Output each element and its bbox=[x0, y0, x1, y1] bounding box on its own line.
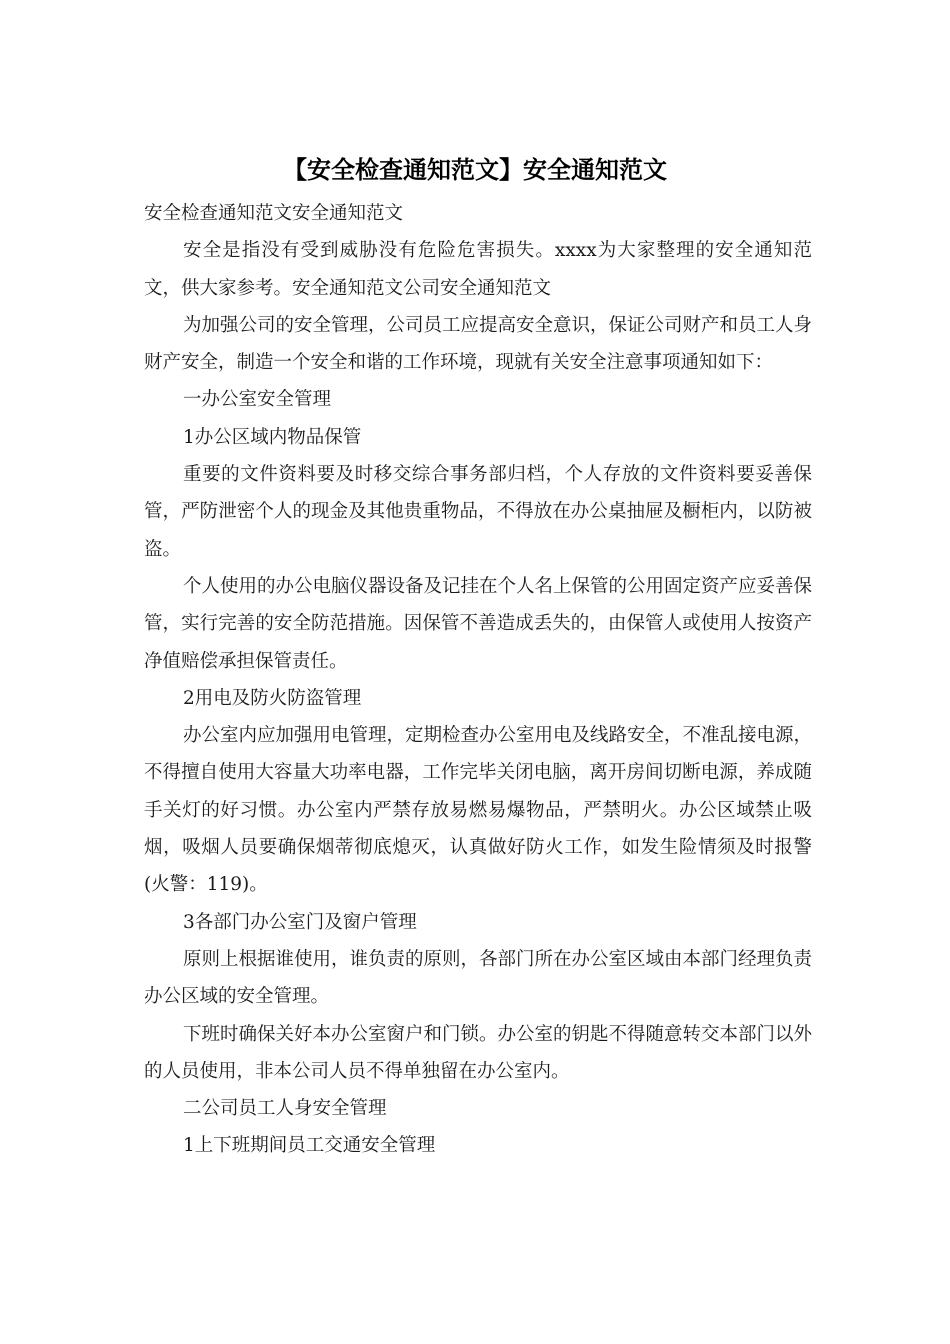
body-paragraph: 办公室内应加强用电管理，定期检查办公室用电及线路安全，不准乱接电源，不得擅自使用大容量大功率电器，工作完毕关闭电脑，离开房间切断电源，养成随手关灯的好习惯。办公室内严禁存放易燃易爆物品，严禁明火。办公区域禁止吸烟，吸烟人员要确保烟蒂彻底熄灭，认真做好防火工作，如发生险情须及时报警(火警：119)。 bbox=[144, 725, 813, 896]
document-body bbox=[144, 195, 812, 1165]
body-paragraph: 个人使用的办公电脑仪器设备及记挂在个人名上保管的公用固定资产应妥善保管，实行完善的安全防范措施。因保管不善造成丢失的，由保管人或使用人按资产净值赔偿承担保管责任。 bbox=[144, 575, 813, 672]
subsection-heading: 2用电及防火防盗管理 bbox=[183, 687, 362, 709]
section-heading: 一办公室安全管理 bbox=[183, 389, 332, 411]
subtitle-line: 安全检查通知范文安全通知范文 bbox=[144, 203, 404, 224]
intro-paragraph: 安全是指没有受到威胁没有危险危害损失。xxxx为大家整理的安全通知范文，供大家参考。安全通知范文公司安全通知范文 bbox=[144, 240, 812, 299]
body-paragraph: 下班时确保关好本办公室窗户和门锁。办公室的钥匙不得随意转交本部门以外的人员使用，非本公司人员不得单独留在办公室内。 bbox=[144, 1023, 813, 1082]
document-title: 【安全检查通知范文】安全通知范文 bbox=[283, 155, 667, 184]
body-paragraph: 原则上根据谁使用，谁负责的原则，各部门所在办公室区域由本部门经理负责办公区域的安全管理。 bbox=[144, 948, 813, 1008]
notice-paragraph: 为加强公司的安全管理，公司员工应提高安全意识，保证公司财产和员工人身财产安全，制造一个安全和谐的工作环境，现就有关安全注意事项通知如下： bbox=[144, 314, 813, 374]
subsection-heading: 1办公区域内物品保管 bbox=[183, 426, 362, 448]
subsection-heading: 3各部门办公室门及窗户管理 bbox=[183, 911, 417, 933]
section-heading: 二公司员工人身安全管理 bbox=[183, 1098, 387, 1120]
subsection-heading: 1上下班期间员工交通安全管理 bbox=[183, 1135, 436, 1157]
body-paragraph: 重要的文件资料要及时移交综合事务部归档，个人存放的文件资料要妥善保管，严防泄密个人的现金及其他贵重物品，不得放在办公桌抽屉及橱柜内，以防被盗。 bbox=[144, 464, 812, 560]
